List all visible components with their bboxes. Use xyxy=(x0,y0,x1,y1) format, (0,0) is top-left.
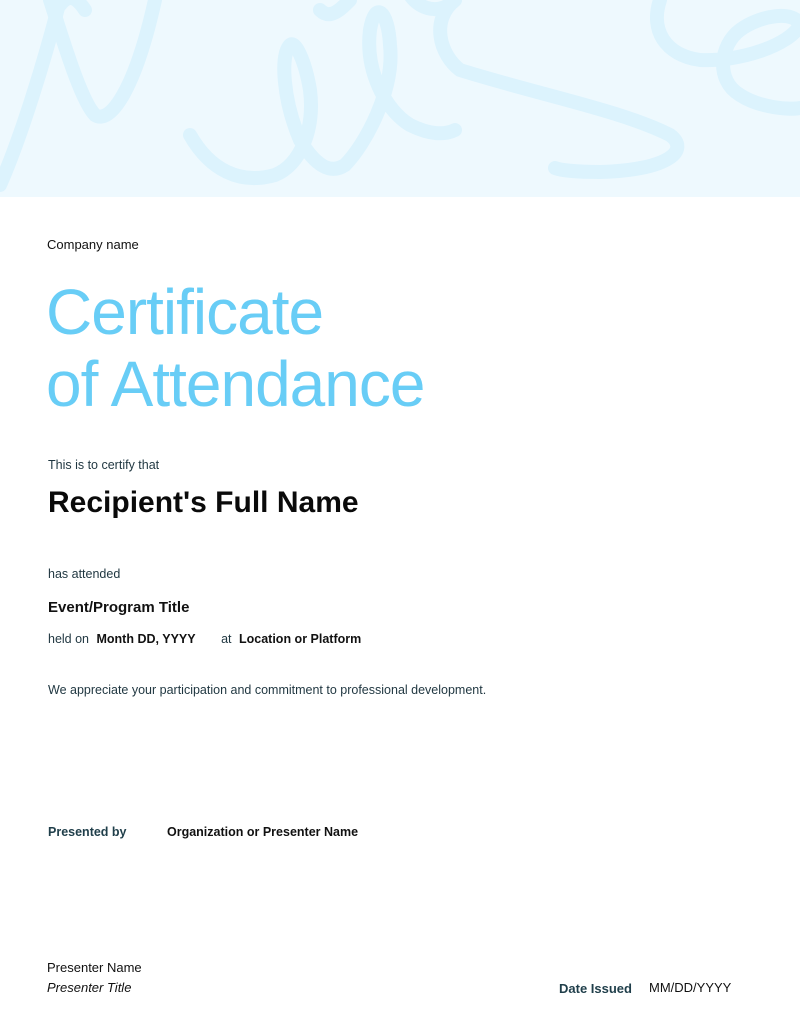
event-date: Month DD, YYYY xyxy=(96,632,196,646)
company-name: Company name xyxy=(47,237,139,252)
decorative-banner xyxy=(0,0,800,197)
event-details xyxy=(48,632,361,646)
presenter-title: Presenter Title xyxy=(47,980,132,995)
date-issued-value: MM/DD/YYYY xyxy=(649,980,732,995)
event-location: Location or Platform xyxy=(239,632,362,646)
presenter-name: Presenter Name xyxy=(47,960,142,975)
presented-by-label: Presented by xyxy=(48,825,127,839)
certify-text: This is to certify that xyxy=(48,458,160,472)
title-line-2: of Attendance xyxy=(46,348,425,420)
date-issued-label: Date Issued xyxy=(559,981,632,996)
presenter-organization: Organization or Presenter Name xyxy=(167,825,359,839)
at-label: at xyxy=(221,632,232,646)
held-on-label: held on xyxy=(48,632,90,646)
recipient-name: Recipient's Full Name xyxy=(48,486,359,519)
title-line-1: Certificate xyxy=(46,276,324,348)
attended-text: has attended xyxy=(48,567,121,581)
certificate-title xyxy=(46,276,424,420)
signature-scribble-icon xyxy=(0,0,800,197)
appreciation-text: We appreciate your participation and commitment to professional development. xyxy=(48,683,487,697)
event-title: Event/Program Title xyxy=(48,599,190,616)
